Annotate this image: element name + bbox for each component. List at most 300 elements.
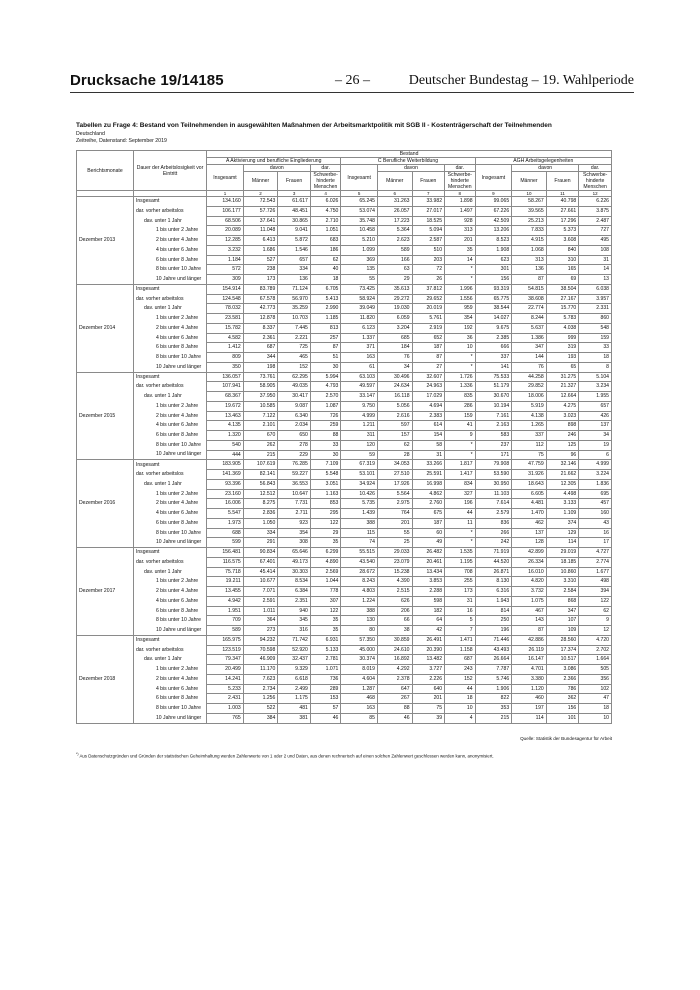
table-cell: 25.213	[512, 216, 547, 226]
table-cell: 242	[475, 538, 512, 548]
table-cell: 369	[341, 255, 378, 265]
table-cell: 10	[445, 704, 476, 714]
table-row	[77, 431, 612, 441]
row-label: 6 bis unter 8 Jahre	[133, 518, 206, 528]
table-cell: 2.499	[278, 684, 311, 694]
table-row	[77, 294, 612, 304]
table-row	[77, 596, 612, 606]
table-cell: 3.204	[377, 323, 412, 333]
table-cell: 1.071	[310, 665, 341, 675]
table-cell: 583	[475, 431, 512, 441]
table-row	[77, 362, 612, 372]
table-cell: 6.618	[278, 674, 311, 684]
table-cell: 26.491	[412, 635, 445, 645]
table-cell: 24.634	[377, 382, 412, 392]
col-dar-a: dar.	[310, 165, 341, 172]
row-label: 2 bis unter 4 Jahre	[133, 323, 206, 333]
table-row	[77, 626, 612, 636]
table-cell: *	[445, 450, 476, 460]
table-cell: 688	[207, 528, 244, 538]
table-cell: 18.525	[412, 216, 445, 226]
table-cell: 2.734	[243, 684, 278, 694]
table-cell: 6.413	[243, 236, 278, 246]
table-cell: 38.608	[512, 294, 547, 304]
table-cell: 108	[579, 245, 612, 255]
table-row	[77, 606, 612, 616]
table-cell: 33.147	[341, 392, 378, 402]
row-label: 4 bis unter 6 Jahre	[133, 684, 206, 694]
col-berichtsmonate: Berichtsmonate	[77, 151, 134, 191]
table-cell: 20.461	[412, 557, 445, 567]
table-row	[77, 694, 612, 704]
row-label: 4 bis unter 6 Jahre	[133, 333, 206, 343]
table-row	[77, 314, 612, 324]
table-cell: 1.471	[445, 635, 476, 645]
table-cell: 709	[207, 616, 244, 626]
table-cell: 21.327	[546, 382, 579, 392]
column-number: 5	[341, 191, 378, 197]
table-cell: 68.506	[207, 216, 244, 226]
table-cell: 5.761	[412, 314, 445, 324]
table-subtitle-series: Zeitreihe, Datenstand: September 2019	[76, 138, 167, 144]
table-cell: 30.303	[278, 567, 311, 577]
table-cell: 134.160	[207, 197, 244, 207]
table-cell: 527	[243, 255, 278, 265]
column-number: 2	[243, 191, 278, 197]
table-cell: 1.075	[512, 596, 547, 606]
table-cell: 614	[412, 421, 445, 431]
table-cell: 12.878	[243, 314, 278, 324]
col-insgesamt-a: Insgesamt	[207, 165, 244, 191]
table-cell: 1.211	[341, 421, 378, 431]
table-cell: 229	[278, 450, 311, 460]
table-cell: 35	[310, 538, 341, 548]
row-label: 8 bis unter 10 Jahre	[133, 616, 206, 626]
table-cell: 13.455	[207, 587, 244, 597]
row-label: dar. vorher arbeitslos	[133, 382, 206, 392]
table-cell: 2.591	[243, 596, 278, 606]
table-cell: 71.446	[475, 635, 512, 645]
table-cell: 122	[310, 518, 341, 528]
table-cell: 10.647	[278, 489, 311, 499]
table-cell: 286	[445, 401, 476, 411]
row-label: 1 bis unter 2 Jahre	[133, 314, 206, 324]
table-cell: 63.103	[341, 372, 378, 382]
table-cell: 836	[475, 518, 512, 528]
table-cell: 337	[475, 353, 512, 363]
table-cell: 1.224	[341, 596, 378, 606]
table-cell: 6.316	[475, 587, 512, 597]
table-cell: 128	[512, 538, 547, 548]
row-label: dar. vorher arbeitslos	[133, 294, 206, 304]
table-cell: 7.071	[243, 587, 278, 597]
table-cell: 71.742	[278, 635, 311, 645]
table-cell: 498	[579, 577, 612, 587]
table-cell: 1.099	[341, 245, 378, 255]
table-cell: 4.481	[512, 499, 547, 509]
table-cell: 7.787	[475, 665, 512, 675]
table-cell: 2.711	[278, 509, 311, 519]
table-cell: 384	[243, 713, 278, 723]
table-cell: 45.000	[341, 645, 378, 655]
table-cell: 76.285	[278, 460, 311, 470]
table-cell: 3.310	[546, 577, 579, 587]
table-cell: 4	[445, 713, 476, 723]
table-row	[77, 684, 612, 694]
table-cell: 5.548	[310, 470, 341, 480]
column-number: 9	[475, 191, 512, 197]
table-cell: 62	[579, 606, 612, 616]
col-frauen-c: Frauen	[412, 172, 445, 191]
table-cell: 47.759	[512, 460, 547, 470]
table-cell: 7.445	[278, 323, 311, 333]
table-cell: 85	[341, 713, 378, 723]
table-cell: 7.731	[278, 499, 311, 509]
table-cell: 34.053	[377, 460, 412, 470]
table-cell: 13.434	[412, 567, 445, 577]
group-agh: AGH Arbeitsgelegenheiten	[475, 158, 611, 165]
table-cell: 37.641	[243, 216, 278, 226]
row-label: 8 bis unter 10 Jahre	[133, 265, 206, 275]
table-cell: 30.496	[377, 372, 412, 382]
table-cell: 37.950	[243, 392, 278, 402]
table-cell: 58.267	[512, 197, 547, 207]
table-cell: 45.414	[243, 567, 278, 577]
table-row	[77, 450, 612, 460]
table-cell: 5.919	[512, 401, 547, 411]
table-cell: 18.185	[546, 557, 579, 567]
table-cell: 14.027	[475, 314, 512, 324]
table-cell: 291	[243, 538, 278, 548]
table-cell: 10.703	[278, 314, 311, 324]
table-cell: 356	[579, 674, 612, 684]
table-cell: 87	[512, 275, 547, 285]
table-cell: 31	[445, 596, 476, 606]
row-label: dav. unter 1 Jahr	[133, 479, 206, 489]
column-number: 3	[278, 191, 311, 197]
table-cell: 1.011	[243, 606, 278, 616]
table-row	[77, 401, 612, 411]
table-cell: 1.320	[207, 431, 244, 441]
row-label: 10 Jahre und länger	[133, 538, 206, 548]
table-cell: 107.619	[243, 460, 278, 470]
table-cell: 17.926	[377, 479, 412, 489]
table-cell: 5.364	[377, 226, 412, 236]
table-cell: 48.451	[278, 206, 311, 216]
table-row	[77, 499, 612, 509]
table-cell: 33.982	[412, 197, 445, 207]
table-row	[77, 713, 612, 723]
table-cell: 9.329	[278, 665, 311, 675]
table-cell: 67.401	[243, 557, 278, 567]
table-row	[77, 460, 612, 470]
table-cell: 160	[579, 509, 612, 519]
table-body	[77, 197, 612, 724]
table-cell: 26	[412, 275, 445, 285]
table-cell: 4.890	[310, 557, 341, 567]
col-frauen-a: Frauen	[278, 172, 311, 191]
table-cell: 125	[546, 440, 579, 450]
row-label: dav. unter 1 Jahr	[133, 567, 206, 577]
table-cell: 10	[445, 343, 476, 353]
table-cell: 35.259	[278, 304, 311, 314]
table-cell: 5.783	[546, 314, 579, 324]
table-cell: 201	[412, 694, 445, 704]
table-cell: 868	[546, 596, 579, 606]
table-cell: 334	[243, 528, 278, 538]
table-cell: 137	[512, 528, 547, 538]
table-cell: 76	[377, 353, 412, 363]
table-row	[77, 440, 612, 450]
table-cell: 16	[579, 528, 612, 538]
table-cell: 7.109	[310, 460, 341, 470]
table-row	[77, 353, 612, 363]
table-cell: 206	[377, 606, 412, 616]
table-cell: 156	[475, 275, 512, 285]
table-cell: 32.607	[412, 372, 445, 382]
table-cell: 3.727	[412, 665, 445, 675]
row-label: 2 bis unter 4 Jahre	[133, 674, 206, 684]
table-row	[77, 470, 612, 480]
table-cell: 58	[412, 440, 445, 450]
table-cell: 69	[546, 275, 579, 285]
table-cell: 107	[546, 616, 579, 626]
table-cell: 56.970	[278, 294, 311, 304]
year-label: Dezember 2013	[77, 197, 134, 285]
table-cell: 46.909	[243, 655, 278, 665]
row-label: 6 bis unter 8 Jahre	[133, 694, 206, 704]
table-cell: 39.565	[512, 206, 547, 216]
table-row	[77, 557, 612, 567]
row-label: dar. vorher arbeitslos	[133, 206, 206, 216]
table-cell: 1.051	[310, 226, 341, 236]
table-cell: 15.782	[207, 323, 244, 333]
table-row	[77, 548, 612, 558]
table-cell: 186	[310, 245, 341, 255]
table-cell: 237	[475, 440, 512, 450]
table-cell: 29.272	[377, 294, 412, 304]
table-cell: 1.817	[445, 460, 476, 470]
table-cell: 959	[445, 304, 476, 314]
table-cell: 8	[579, 362, 612, 372]
table-cell: 83.789	[243, 284, 278, 294]
table-cell: 17	[579, 538, 612, 548]
table-row	[77, 645, 612, 655]
table-cell: 30.374	[341, 655, 378, 665]
table-cell: 652	[412, 333, 445, 343]
table-cell: 319	[546, 343, 579, 353]
table-row	[77, 236, 612, 246]
table-cell: 44.520	[475, 557, 512, 567]
table-cell: 468	[341, 694, 378, 704]
table-cell: 35.748	[341, 216, 378, 226]
table-cell: 156	[546, 704, 579, 714]
table-cell: 840	[546, 245, 579, 255]
table-cell: 87	[412, 353, 445, 363]
year-label: Dezember 2016	[77, 460, 134, 548]
table-cell: 34	[579, 431, 612, 441]
column-number: 6	[377, 191, 412, 197]
table-cell: 481	[278, 704, 311, 714]
table-cell: 6	[579, 450, 612, 460]
table-cell: 4.915	[512, 236, 547, 246]
table-cell: 94.232	[243, 635, 278, 645]
table-cell: 71.919	[475, 548, 512, 558]
table-cell: 313	[445, 226, 476, 236]
table-cell: 18	[579, 353, 612, 363]
table-cell: 683	[310, 236, 341, 246]
table-cell: 26.664	[475, 655, 512, 665]
table-cell: 215	[475, 713, 512, 723]
table-cell: 2.774	[579, 557, 612, 567]
table-cell: 1.050	[243, 518, 278, 528]
table-cell: 1.003	[207, 704, 244, 714]
table-cell: 6.605	[512, 489, 547, 499]
table-cell: 337	[512, 431, 547, 441]
table-cell: 354	[445, 314, 476, 324]
table-cell: 38.544	[475, 304, 512, 314]
table-cell: 640	[412, 684, 445, 694]
table-cell: 572	[207, 265, 244, 275]
table-cell: 9	[445, 431, 476, 441]
table-cell: 9.675	[475, 323, 512, 333]
table-cell: 39.049	[341, 304, 378, 314]
table-cell: 75	[512, 450, 547, 460]
table-cell: 3.875	[579, 206, 612, 216]
table-cell: 388	[341, 518, 378, 528]
table-cell: 165.975	[207, 635, 244, 645]
table-cell: 940	[278, 606, 311, 616]
table-cell: 444	[207, 450, 244, 460]
table-cell: 33.266	[412, 460, 445, 470]
row-label: dav. unter 1 Jahr	[133, 655, 206, 665]
table-cell: 2.351	[278, 596, 311, 606]
table-cell: 154.914	[207, 284, 244, 294]
table-cell: 1.087	[310, 401, 341, 411]
table-title: Tabellen zu Frage 4: Bestand von Teilnehmenden in ausgewählten Maßnahmen der Arbeitsmarktpolitik mit SGB II - Kostenträgerschaft der Teilnehmenden	[76, 122, 552, 129]
table-cell: 29.019	[546, 548, 579, 558]
table-cell: 137	[579, 421, 612, 431]
table-cell: 19.672	[207, 401, 244, 411]
row-label: 4 bis unter 6 Jahre	[133, 421, 206, 431]
table-cell: 510	[412, 245, 445, 255]
table-cell: 2.990	[310, 304, 341, 314]
table-cell: 144	[512, 353, 547, 363]
table-cell: 334	[278, 265, 311, 275]
table-cell: 35.613	[377, 284, 412, 294]
table-cell: 6.705	[310, 284, 341, 294]
table-row	[77, 206, 612, 216]
table-cell: 25.591	[412, 470, 445, 480]
row-label: 1 bis unter 2 Jahre	[133, 226, 206, 236]
table-cell: 727	[579, 226, 612, 236]
table-row	[77, 489, 612, 499]
table-cell: 928	[445, 216, 476, 226]
table-cell: 26.057	[377, 206, 412, 216]
table-cell: 1.906	[475, 684, 512, 694]
table-cell: 13.482	[412, 655, 445, 665]
col-maenner-agh: Männer	[512, 172, 547, 191]
table-cell: 187	[412, 343, 445, 353]
table-cell: 4.694	[412, 401, 445, 411]
row-label: 1 bis unter 2 Jahre	[133, 665, 206, 675]
table-cell: 44	[445, 684, 476, 694]
table-cell: 2.570	[310, 392, 341, 402]
table-cell: 736	[310, 674, 341, 684]
table-cell: 309	[207, 275, 244, 285]
table-cell: 1.973	[207, 518, 244, 528]
table-cell: 6.038	[579, 284, 612, 294]
table-cell: 99.065	[475, 197, 512, 207]
table-cell: 923	[278, 518, 311, 528]
table-cell: 60	[412, 528, 445, 538]
table-cell: 2.226	[412, 674, 445, 684]
table-cell: 166	[377, 255, 412, 265]
table-cell: 3.234	[579, 382, 612, 392]
table-cell: 522	[243, 704, 278, 714]
table-cell: 2.836	[243, 509, 278, 519]
year-label: Dezember 2014	[77, 284, 134, 372]
table-cell: 597	[377, 421, 412, 431]
table-cell: 1.943	[475, 596, 512, 606]
table-cell: 56.843	[243, 479, 278, 489]
table-cell: 52.920	[278, 645, 311, 655]
table-cell: 10.677	[243, 577, 278, 587]
table-cell: 27.167	[546, 294, 579, 304]
table-cell: 29.652	[412, 294, 445, 304]
page-number: – 26 –	[335, 73, 370, 88]
table-cell: 59	[341, 450, 378, 460]
table-cell: 5.056	[377, 401, 412, 411]
table-row	[77, 411, 612, 421]
table-cell: 3.608	[546, 236, 579, 246]
table-cell: 14.241	[207, 674, 244, 684]
table-cell: 2.919	[412, 323, 445, 333]
table-cell: 1.898	[445, 197, 476, 207]
table-cell: 201	[445, 236, 476, 246]
row-label: 10 Jahre und länger	[133, 450, 206, 460]
table-row	[77, 616, 612, 626]
table-cell: 8.534	[278, 577, 311, 587]
table-cell: 708	[445, 567, 476, 577]
table-cell: 2.579	[475, 509, 512, 519]
table-cell: 4.727	[579, 548, 612, 558]
table-cell: 10.194	[475, 401, 512, 411]
table-cell: 25	[377, 538, 412, 548]
table-cell: 3.732	[512, 587, 547, 597]
table-cell: 725	[278, 343, 311, 353]
table-cell: 7.833	[512, 226, 547, 236]
col-dauer: Dauer der Arbeitslosigkeit vor Eintritt	[133, 151, 206, 191]
table-cell: 20.499	[207, 665, 244, 675]
table-cell: 257	[310, 333, 341, 343]
table-cell: 1.337	[341, 333, 378, 343]
table-cell: 75.718	[207, 567, 244, 577]
row-label: 2 bis unter 4 Jahre	[133, 411, 206, 421]
table-cell: 13.206	[475, 226, 512, 236]
table-cell: 173	[243, 275, 278, 285]
table-cell: 21.662	[546, 470, 579, 480]
table-cell: 10.585	[243, 401, 278, 411]
table-cell: 353	[475, 704, 512, 714]
table-cell: 345	[278, 616, 311, 626]
table-cell: 4.720	[579, 635, 612, 645]
table-cell: *	[445, 538, 476, 548]
table-row	[77, 275, 612, 285]
table-cell: 6.931	[310, 635, 341, 645]
table-cell: 70.598	[243, 645, 278, 655]
table-cell: 13.463	[207, 411, 244, 421]
